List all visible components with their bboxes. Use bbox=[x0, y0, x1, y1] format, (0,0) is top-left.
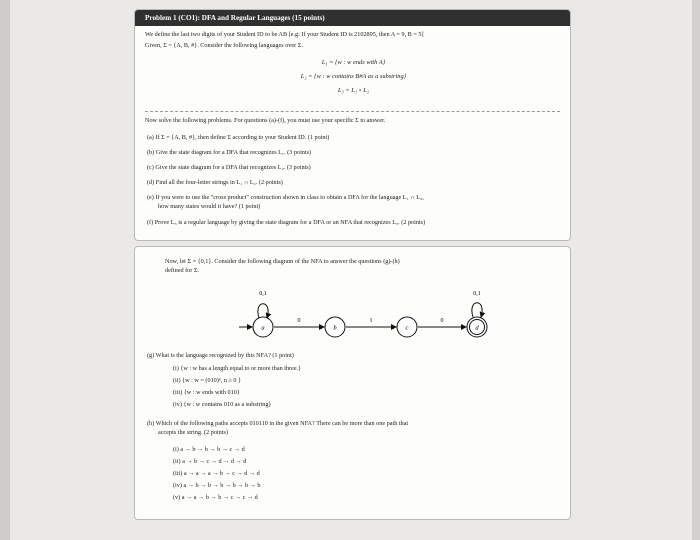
nfa-intro-line-2: defined for Σ. bbox=[165, 267, 200, 274]
language-l1: L₁ = {w : w ends with A} bbox=[321, 59, 386, 66]
self-loop-a bbox=[258, 304, 268, 318]
question-a: (a) If Σ = {A, B, #}, then define Σ according to your Student ID. (1 point) bbox=[147, 134, 330, 141]
qh-option-3: (iii) a → a → a → b → c → d → d bbox=[173, 470, 260, 477]
question-h-line-1: (h) Which of the following paths accepts 010110 in the given NFA? There can be more than one path that bbox=[147, 420, 409, 427]
question-h-line-2: accepts the string. (2 points) bbox=[158, 429, 228, 436]
intro-line-2: Given, Σ = {A, B, #}. Consider the following languages over Σ. bbox=[145, 42, 303, 49]
question-f: (f) Prove L₃ is a regular language by giving the state diagram for a DFA or an NFA that recognizes L₃. (2 points) bbox=[147, 219, 426, 226]
question-c: (c) Give the state diagram for a DFA that recognizes L₂. (3 points) bbox=[147, 164, 311, 171]
qh-option-4: (iv) a → b → b → b → b → b → b bbox=[173, 482, 261, 489]
question-e-line-2: how many states would it have? (1 point) bbox=[158, 203, 261, 210]
qh-option-1: (i) a → b → b → b → c → d bbox=[173, 446, 245, 453]
nfa-card bbox=[134, 246, 571, 520]
loop-a-label: 0,1 bbox=[259, 291, 267, 297]
question-d: (d) Find all the four-letter strings in L₁ ∩ L₂. (2 points) bbox=[147, 179, 283, 186]
state-b-label: b bbox=[333, 324, 337, 332]
state-a-label: a bbox=[261, 324, 265, 332]
qg-option-3: (iii) {w : w ends with 010} bbox=[173, 389, 240, 396]
language-l3: L₃ = L₁ ∘ L₂ bbox=[337, 87, 370, 94]
qg-option-4: (iv) {w : w contains 010 as a substring} bbox=[173, 401, 272, 408]
question-e-line-1: (e) If you were to use the "cross product" construction shown in class to obtain a DFA for the language L₁ ∩ L₂, bbox=[147, 194, 424, 201]
instruction-text: Now solve the following problems. For questions (a)-(f), you must use your specific Σ to answer. bbox=[145, 117, 386, 124]
intro-line-1: We define the last two digits of your Student ID to be AB [e.g: If your Student ID is 2102895, then A = 9, B = 5] bbox=[145, 31, 424, 38]
qg-option-2: (ii) {w : w = (010)ⁿ, n ≥ 0 } bbox=[173, 377, 242, 384]
loop-d-label: 0,1 bbox=[473, 291, 481, 297]
dashed-divider bbox=[145, 111, 560, 112]
nfa-diagram bbox=[135, 283, 572, 353]
left-page-edge bbox=[0, 0, 10, 540]
label-a-b: 0 bbox=[297, 318, 301, 324]
state-c-label: c bbox=[405, 324, 409, 332]
problem-title: Problem 1 (CO1): DFA and Regular Languages (15 points) bbox=[135, 10, 570, 26]
qg-option-1: (i) {w : w has a length equal to or more than three.} bbox=[173, 365, 302, 372]
qh-option-5: (v) a → a → b → b → c → c → d bbox=[173, 494, 258, 501]
self-loop-d bbox=[472, 303, 482, 317]
question-b: (b) Give the state diagram for a DFA that recognizes L₁. (3 points) bbox=[147, 149, 312, 156]
label-b-c: 1 bbox=[369, 318, 373, 324]
right-page-edge bbox=[692, 0, 700, 540]
nfa-intro-line-1: Now, let Σ = {0,1}. Consider the following diagram of the NFA to answer the questions (g)-(h) bbox=[165, 258, 400, 265]
question-g: (g) What is the language recognized by this NFA? (1 point) bbox=[147, 352, 294, 359]
language-l2: L₂ = {w : w contains B#A as a substring} bbox=[300, 73, 407, 80]
problem-card bbox=[134, 9, 571, 241]
state-d-label: d bbox=[475, 324, 479, 332]
qh-option-2: (ii) a → b → c → d → d → d bbox=[173, 458, 247, 465]
label-c-d: 0 bbox=[440, 318, 444, 324]
